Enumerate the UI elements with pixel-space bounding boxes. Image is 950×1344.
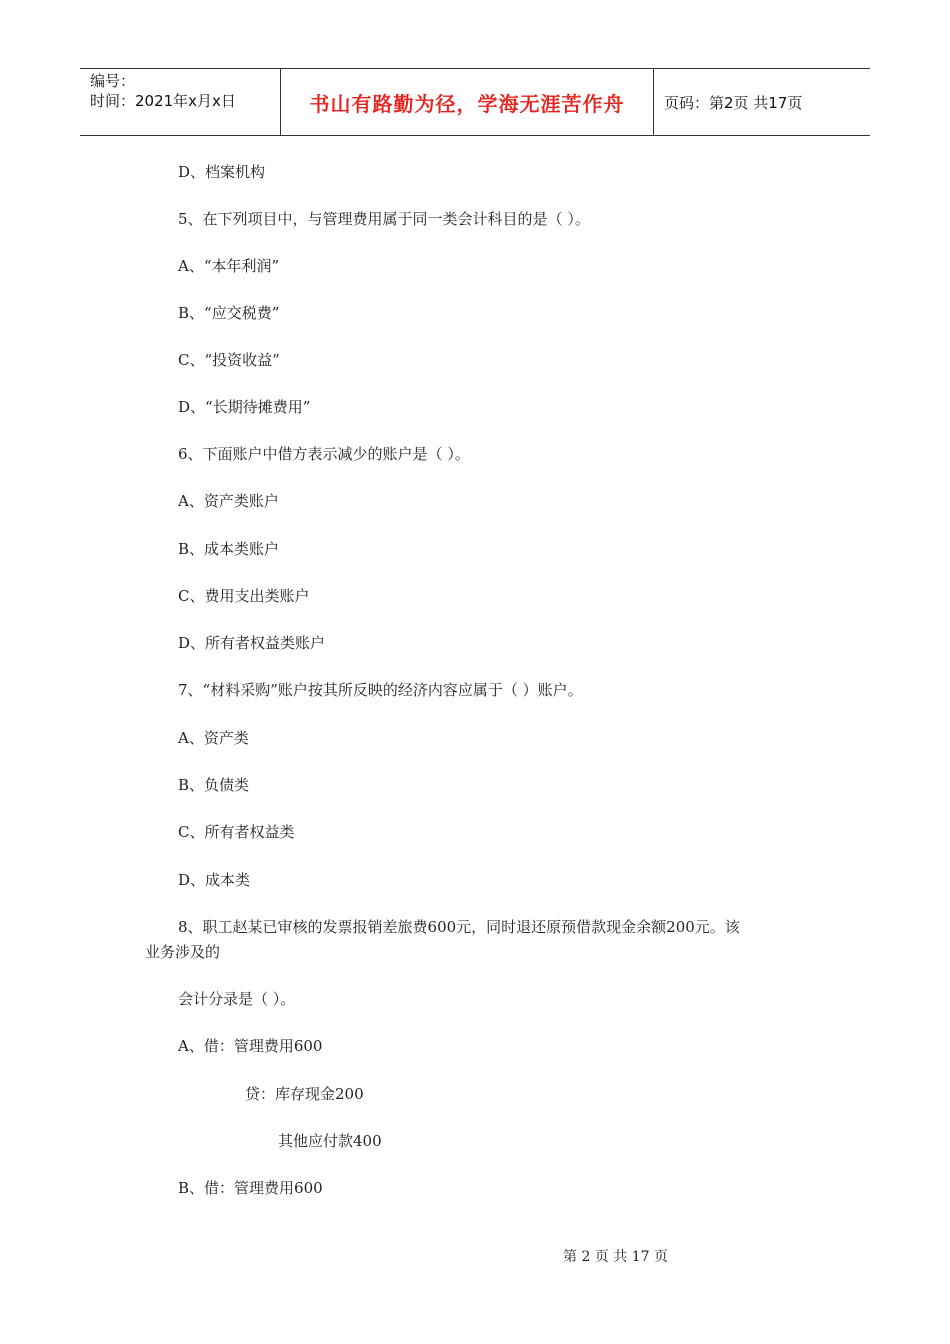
option-line: D、所有者权益类账户 — [178, 634, 326, 652]
option-line: A、借：管理费用600 — [178, 1037, 323, 1055]
option-line: A、“本年利润” — [178, 257, 280, 275]
option-line: B、负债类 — [178, 776, 250, 794]
option-line: A、资产类 — [178, 729, 249, 747]
header-meta — [80, 69, 281, 135]
question-8-continued: 会计分录是（ ）。 — [178, 990, 296, 1008]
question-8: 8、职工赵某已审核的发票报销差旅费600元，同时退还原预借款现金余额200元。该 — [178, 918, 740, 936]
option-line: B、成本类账户 — [178, 540, 280, 558]
journal-entry-credit: 贷：库存现金200 — [245, 1085, 364, 1103]
option-line: B、“应交税费” — [178, 304, 280, 322]
option-line: C、所有者权益类 — [178, 823, 295, 841]
option-line: B、借：管理费用600 — [178, 1179, 323, 1197]
document-time-label: 时间：2021年x月x日 — [90, 92, 236, 110]
document-number-label: 编号： — [90, 72, 136, 90]
text-line: D、档案机构 — [178, 163, 266, 181]
option-line: D、“长期待摊费用” — [178, 398, 311, 416]
question-7: 7、“材料采购”账户按其所反映的经济内容应属于（ ）账户。 — [178, 681, 583, 699]
question-5: 5、在下列项目中，与管理费用属于同一类会计科目的是（ ）。 — [178, 210, 590, 228]
option-line: C、费用支出类账户 — [178, 587, 310, 605]
option-line: D、成本类 — [178, 871, 251, 889]
option-line: A、资产类账户 — [178, 492, 279, 510]
journal-entry-credit: 其他应付款400 — [278, 1132, 382, 1150]
question-6: 6、下面账户中借方表示减少的账户是（ ）。 — [178, 445, 470, 463]
option-line: C、“投资收益” — [178, 351, 280, 369]
header-motto: 书山有路勤为径，学海无涯苦作舟 — [281, 69, 654, 135]
page-footer: 第 2 页 共 17 页 — [563, 1249, 668, 1265]
page-header — [80, 68, 870, 136]
header-page-info: 页码：第2页 共17页 — [664, 93, 803, 112]
question-8-continued: 业务涉及的 — [145, 943, 221, 961]
